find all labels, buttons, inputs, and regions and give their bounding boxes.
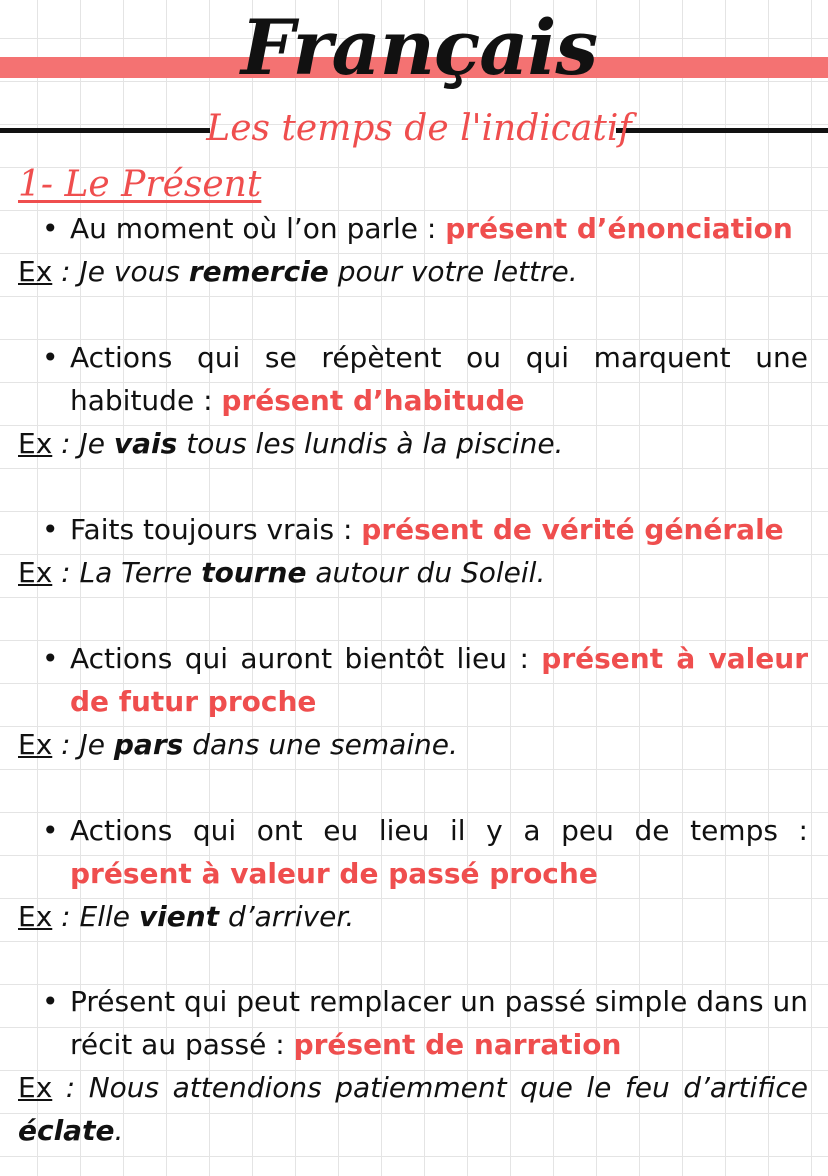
bullet-point	[20, 637, 808, 723]
example-separator: :	[52, 427, 80, 460]
example-text-before: Nous attendions patiemment que le feu d’artifice	[88, 1071, 809, 1104]
bullet-point	[20, 207, 808, 250]
bullet-dot-icon: •	[42, 985, 59, 1018]
example-verb: éclate	[18, 1114, 115, 1147]
example-verb: tourne	[201, 556, 307, 589]
example	[18, 723, 808, 766]
example-text-before: Je	[79, 728, 114, 761]
list-item	[20, 207, 808, 293]
example-verb: pars	[113, 728, 184, 761]
example-separator: :	[52, 255, 80, 288]
example-prefix: Ex	[18, 556, 53, 589]
example-text-after: .	[114, 1114, 124, 1147]
example-separator: :	[52, 556, 80, 589]
example-text-after: pour votre lettre.	[328, 255, 578, 288]
bullet-text: Actions qui ont eu lieu il y a peu de temps :	[70, 814, 808, 847]
bullet-text: Actions qui se répètent ou qui marquent une habitude :	[70, 341, 808, 417]
example	[18, 551, 808, 594]
bullet-text: Présent qui peut remplacer un passé simple dans un récit au passé :	[70, 985, 808, 1061]
bullet-dot-icon: •	[42, 642, 59, 675]
bullet-point	[20, 809, 808, 895]
bullet-dot-icon: •	[42, 814, 59, 847]
list-item	[20, 508, 808, 594]
example	[18, 422, 808, 465]
bullet-text: Actions qui auront bientôt lieu :	[70, 642, 542, 675]
list-item	[20, 336, 808, 465]
example-separator: :	[52, 1071, 89, 1104]
example-verb: remercie	[188, 255, 329, 288]
bullet-point	[20, 508, 808, 551]
page-header	[0, 0, 828, 160]
tense-label: présent à valeur de passé proche	[70, 857, 598, 890]
example-prefix: Ex	[18, 255, 53, 288]
example-prefix: Ex	[18, 728, 53, 761]
tense-label: présent d’énonciation	[445, 212, 793, 245]
example-text-after: autour du Soleil.	[306, 556, 546, 589]
bullet-dot-icon: •	[42, 212, 59, 245]
bullet-text: Au moment où l’on parle :	[70, 212, 446, 245]
list-item	[20, 809, 808, 938]
example-text-before: Elle	[79, 900, 139, 933]
bullet-point	[20, 980, 808, 1066]
example-text-after: dans une semaine.	[183, 728, 458, 761]
bullet-dot-icon: •	[42, 513, 59, 546]
tense-label: présent à valeur de futur proche	[70, 642, 809, 718]
example-prefix: Ex	[18, 1071, 53, 1104]
tense-label: présent de vérité générale	[361, 513, 784, 546]
list-item	[20, 637, 808, 766]
example-text-before: Je vous	[79, 255, 189, 288]
tense-label: présent d’habitude	[221, 384, 525, 417]
list-item	[20, 980, 808, 1152]
bullet-dot-icon: •	[42, 341, 59, 374]
page-title: Français	[240, 3, 598, 92]
example-text-after: d’arriver.	[219, 900, 355, 933]
example-verb: vient	[138, 900, 220, 933]
tense-label: présent de narration	[293, 1028, 622, 1061]
example-separator: :	[52, 900, 80, 933]
example	[18, 250, 808, 293]
example	[18, 895, 808, 938]
example-separator: :	[52, 728, 80, 761]
bullet-point	[20, 336, 808, 422]
example-prefix: Ex	[18, 900, 53, 933]
example-text-before: La Terre	[79, 556, 202, 589]
bullet-text: Faits toujours vrais :	[70, 513, 362, 546]
example-verb: vais	[113, 427, 178, 460]
page-subtitle: Les temps de l'indicatif	[206, 108, 632, 149]
example-text-before: Je	[79, 427, 114, 460]
example-text-after: tous les lundis à la piscine.	[177, 427, 564, 460]
example	[18, 1066, 808, 1152]
section-title: 1- Le Présent	[18, 164, 262, 205]
example-prefix: Ex	[18, 427, 53, 460]
